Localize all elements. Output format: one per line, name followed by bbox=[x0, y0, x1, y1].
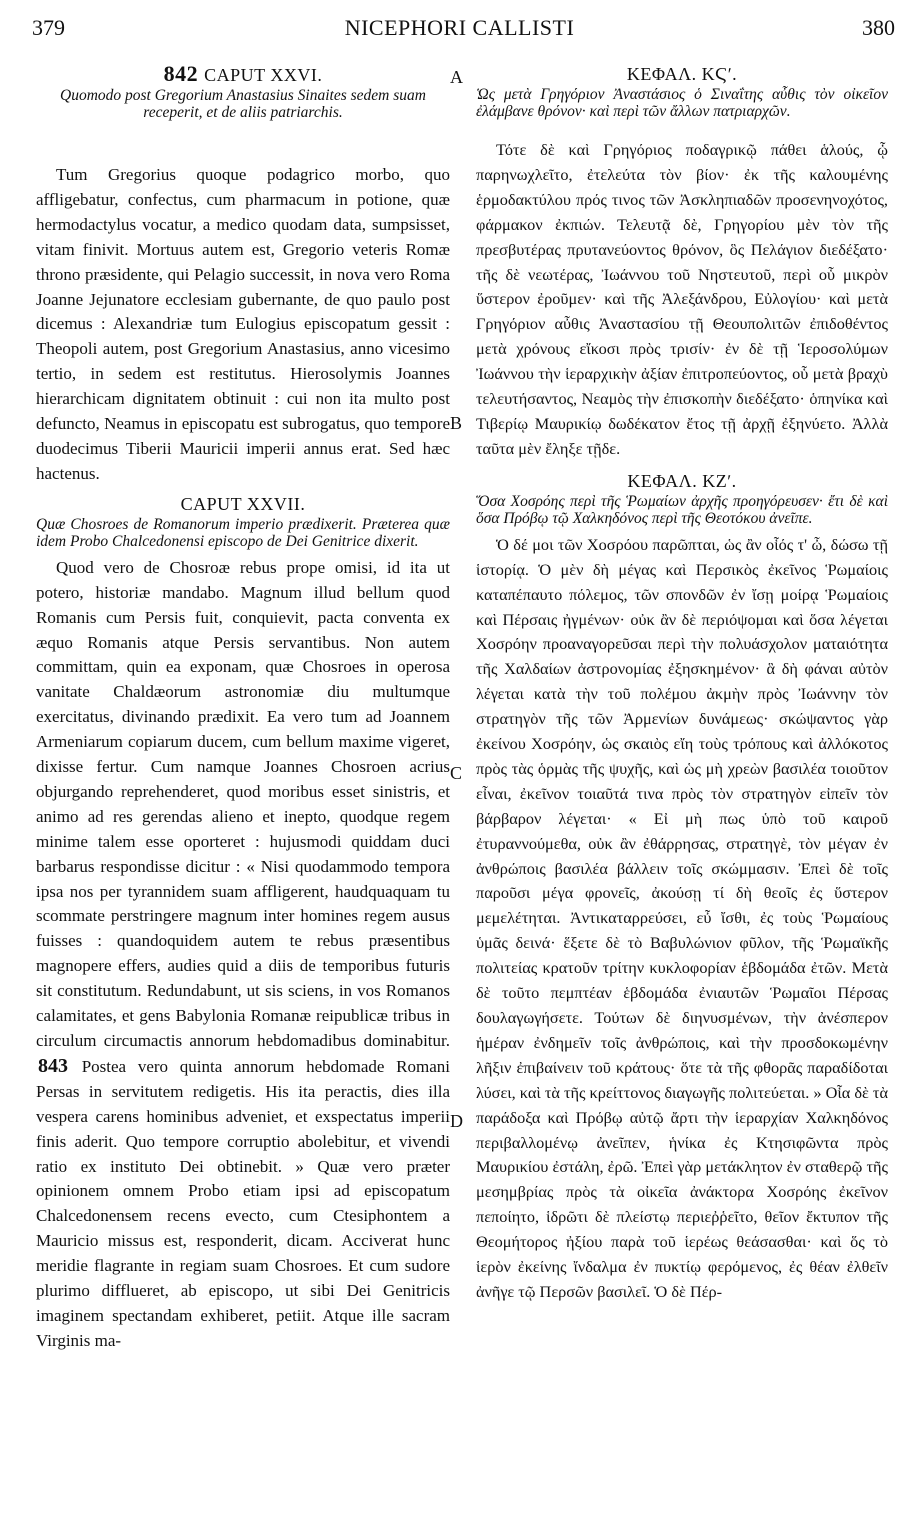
chapter-summary: Ὅσα Χοσρόης περὶ τῆς Ῥωμαίων ἀρχῆς προηγόρευσεν· ἔτι δὲ καὶ ὅσα Πρόβῳ τῷ Χαλκηδόνος περὶ τῆς Θεοτόκου ἀνεῖπε. bbox=[476, 492, 888, 527]
text-segment: Quod vero de Chosroæ rebus prope omisi, id ita ut potero, historiæ mandabo. Magnum illud bellum quod Romanis cum Persis fuit, conquievit, pacta conventa ex æquo Romanis atque Persis servantibus. Non autem committam, quin ea exponam, quæ Chosroes in operosa vanitate Chaldæorum astronomiæ diu multumque exercitatus, divinando prædixit. Ea vero tum ad Joannem Armeniarum copiarum ducem, cum bellum maxime vigeret, dixisse fertur. Cum namque Joannes Chosroen acrius objurgando reprehenderet, quod moribus esset sinistris, et animo ad res gerendas alieno et inepto, quodque regem minime talem esse oporteret : hujusmodi quiddam duci barbarus respondisse dicitur : « Nisi quodammodo tempora ipsa nos per tyrannidem suam affligerent, haudquaquam tu scommate perstringere magnum inter homines regem ausus fuisses : quandoquidem autem te rebus præsentibus magnopere effers, audies quid a diis de temporibus futuris sit constitutum. Redundabunt, ut sis sciens, in vos Romanos calamitates, et gens Babylonia Romanæ reipublicæ tribus in circulum circumactis annorum hebdomadibus dominabitur. bbox=[36, 557, 450, 1050]
text-segment: Postea vero quinta annorum hebdomade Romani Persas in servitutem redigetis. His ita peractis, dies illa vespera carens hominibus adveniet, et exspectatus imperii finis aderit. Quo tempore corruptio abolebitur, et vivendi ratio ex instituto Dei obtinebit. » Quæ vero præter opinionem omnem Probo etiam ipsi ad episcopatum Chalcedonensem recens evecto, cum Ctesiphontem a Mauricio missus est, responderit, dicam. Acciverat hunc meridie flagrante in regiam suam Chosroes. Et cum sudore plurimo difflueret, ab episcopo, ut sibi Dei Genitricis imaginem spectandam exhiberet, petiit. Atque ille sacram Virginis ma- bbox=[36, 1056, 451, 1350]
chapter-summary: Quæ Chosroes de Romanorum imperio prædixerit. Præterea quæ idem Probo Chalcedonensi episcopo de Dei Genitrice dixerit. bbox=[36, 515, 450, 550]
greek-column bbox=[476, 64, 888, 1305]
migne-column-number: 842 bbox=[163, 61, 199, 86]
margin-letter-c: C bbox=[450, 763, 463, 783]
chapter-text: Ὁ δέ μοι τῶν Χοσρόου παρῶπται, ὡς ἂν οἷός τ' ὦ, δώσω τῇ ἱστορίᾳ. Ὁ μὲν δὴ μέγας καὶ Περσικὸς ἐκεῖνος Ῥωμαίοις καταπέπαυτο πόλεμος, τῶν σπονδῶν ἐν ἴσῃ μοίρᾳ Ῥωμαίοις καὶ Πέρσαις ἠγμένων· οὐκ ἂν δὲ περιόψομαι καὶ ὅσα λέγεται Χοσρόην προαναγορεῦσαι περὶ τὴν πολυάσχολον ματαιότητα τῆς Χαλδαίων ἀστρονομίας ἐξησκημένον· ἃ δὴ φάναι αὐτὸν λέγεται κατὰ τὴν τοῦ πολέμου ἀκμὴν πρὸς Ἰωάννην τὸν στρατηγὸν τῆς τῶν Ἀρμενίων δυνάμεως· σκώψαντος γὰρ ἐκείνου Χοσρόην, ὡς σκαιὸς εἴη τοὺς τρόπους καὶ ἀλλόκοτος πρὸς τὰς ὁρμὰς τῆς ψυχῆς, καὶ ὡς μὴ χρεὼν βασιλέα τοιοῦτον εἶναι, ἐκεῖνον τοιαῦτά τινα πρὸς τὸν στρατηγὸν εἰπεῖν τὸν βάρβαρον λέγεται· « Εἰ μὴ πως ὑπὸ τοῦ καιροῦ ἐτυραννούμεθα, οὐκ ἂν ἐθάρρησας, στρατηγὲ, τὸν μέγαν ἐν ἀνθρώποις βασιλέα βάλλειν τοῖς σκώμμασιν. Ἐπεὶ δὲ τοῖς παροῦσι μέγα φρονεῖς, ἀκούσῃ τί δὴ θεοῖς ἐς ὕστερον μεμελέτηται. Ἀντικαταρρεύσει, εὖ ἴσθι, ἐς τοὺς Ῥωμαίους ὑμᾶς δεινά· ἕξετε δὲ τὸ Βαβυλώνιον φῦλον, τῆς Ῥωμαϊκῆς πολιτείας κρατοῦν τρίτην κυκλοφορίαν ἑβδομάδα ἐτῶν. Μετὰ δὲ τοῦτο πεμπτέαν ἑβδομάδα ἐνιαυτῶν Ῥωμαῖοι Πέρσας δουλαγωγήσετε. Τούτων δὲ διηνυσμένων, τὴν ἀνέσπερον ἡμέραν ἐνδημεῖν τοῖς ἀνθρώποις, καὶ τὴν προσδοκωμένην λῆξιν ἐπιβαίνειν τοῦ κράτους· ὅτε τὰ τῆς φθορᾶς παραδίδοται λύσει, καὶ τὰ τῆς κρείττονος διαγωγῆς πολιτεύεται. » Οἷα δὲ τὰ παράδοξα καὶ Πρόβῳ αὐτῷ ἄρτι τὴν ἱεραρχίαν Χαλκηδόνος περιβαλλομένῳ ἀνεῖπεν, ἡνίκα ἐς Κτησιφῶντα πρὸς Μαυρικίου ἐστάλη, ἐρῶ. Ἐπεὶ γὰρ μετάκλητον ἐν σταθερῷ τῆς μεσημβρίας πρὸς τὰ οἰκεῖα ἀνάκτορα Χοσρόης ἐκεῖνον πεποίητο, ἱδρῶτι δὲ πλείστῳ περιεῤῥεῖτο, θεῖον ἔκτυπον τῆς Θεομήτορος ἠξίου παρὰ τοῦ ἱερέως θεάσασθαι· καὶ ὅς τὸ ἱερὸν ἐκείνης ἴνδαλμα ἐν πυκτίῳ φερόμενος, ἐς θέαν ἐλθεῖν ἀνῆγε τῷ Περσῶν βασιλεῖ. Ὁ δὲ Πέρ- bbox=[476, 534, 888, 1301]
page-number-right: 380 bbox=[862, 15, 895, 40]
margin-letter-b: B bbox=[450, 413, 463, 433]
margin-letter-a: A bbox=[450, 67, 463, 87]
chapter-title: ΚΕΦΑΛ. ΚϚʹ. bbox=[626, 64, 738, 84]
page-number-left: 379 bbox=[32, 15, 65, 40]
chapter-title: CAPUT XXVI. bbox=[204, 65, 323, 85]
chapter-text bbox=[36, 556, 450, 1354]
margin-letter-d: D bbox=[450, 1111, 463, 1131]
chapter-summary: Quomodo post Gregorium Anastasius Sinaites sedem suam receperit, et de aliis patriarchis. bbox=[60, 87, 426, 121]
chapter-title: CAPUT XXVII. bbox=[180, 493, 306, 514]
chapter-heading bbox=[36, 61, 450, 86]
running-header bbox=[0, 0, 919, 40]
chapter-summary: Ὡς μετὰ Γρηγόριον Ἀναστάσιος ὁ Σιναΐτης αὖθις τὸν οἰκεῖον ἐλάμβανε θρόνον· καὶ περὶ τῶν ἄλλων πατριαρχῶν. bbox=[476, 86, 888, 120]
migne-column-number: 843 bbox=[38, 1054, 68, 1077]
chapter-text: Tum Gregorius quoque podagrico morbo, quo affligebatur, confectus, cum pharmacum in potione, quæ hermodactylus vocatur, a medico quodam data, sumpsisset, vitam finivit. Mortuus autem est, Gregorio veteris Romæ throno præsidente, qui Pelagio successit, in nova vero Roma Joanne Jejunatore ecclesiam gubernante, de quo paulo post dicemus : Alexandriæ tum Eulogius episcopatum gessit : Theopoli autem, post Gregorium Anastasius, anno vicesimo tertio, in sedem est restitutus. Hierosolymis Joannes hierarchicam dignitatem obtinuit : cui non ita multo post defuncto, Neamus in episcopatu est subrogatus, quo tempore duodecimus Tiberii Mauricii imperii annus erat. Sed hæc hactenus. bbox=[36, 165, 450, 483]
latin-column bbox=[36, 61, 451, 1354]
chapter-title: ΚΕΦΑΛ. ΚΖʹ. bbox=[627, 470, 737, 491]
chapter-text: Τότε δὲ καὶ Γρηγόριος ποδαγρικῷ πάθει ἁλούς, ᾧ παρηνωχλεῖτο, ἐτελεύτα τὸν βίον· ἐκ τῆς καλουμένης ἑρμοδακτύλου πρός τινος τῶν Ἀσκληπιαδῶν προσενηνοχότος, φάρμακον ἐκπιών. Τελευτᾷ δὲ, Γρηγορίου μὲν τὸν τῆς πρεσβυτέρας πρυτανεύοντος θρόνον, ὃς Πελάγιον διεδέξατο· τῆς δὲ νεωτέρας, Ἰωάννου τοῦ Νηστευτοῦ, περὶ οὗ μικρὸν ὕστερον ἐροῦμεν· καὶ τῆς Ἀλεξάνδρου, Εὐλογίου· καὶ μετὰ Γρηγόριον αὖθις Ἀναστασίου τῇ Θεουπολιτῶν ἐπιδοθέντος μετὰ χρόνους εἴκοσι πρὸς τρισίν· ἐν δὲ τῇ Ἱεροσολύμων Ἰωάννου τὴν ἱεραρχικὴν ἀξίαν ἐπιτροπεύοντος, οὗ μετὰ βραχὺ τελευτήσαντος, Νεαμὸς τὴν ἐπισκοπὴν διεδέξατο· ὁπηνίκα καὶ Τιβερίῳ Μαυρικίῳ δωδέκατον ἔτος τῇ ἀρχῇ ἐξηνύετο. Ἀλλὰ ταῦτα μὲν ἔληξε τῇδε. bbox=[476, 140, 888, 458]
running-title: NICEPHORI CALLISTI bbox=[344, 15, 575, 40]
